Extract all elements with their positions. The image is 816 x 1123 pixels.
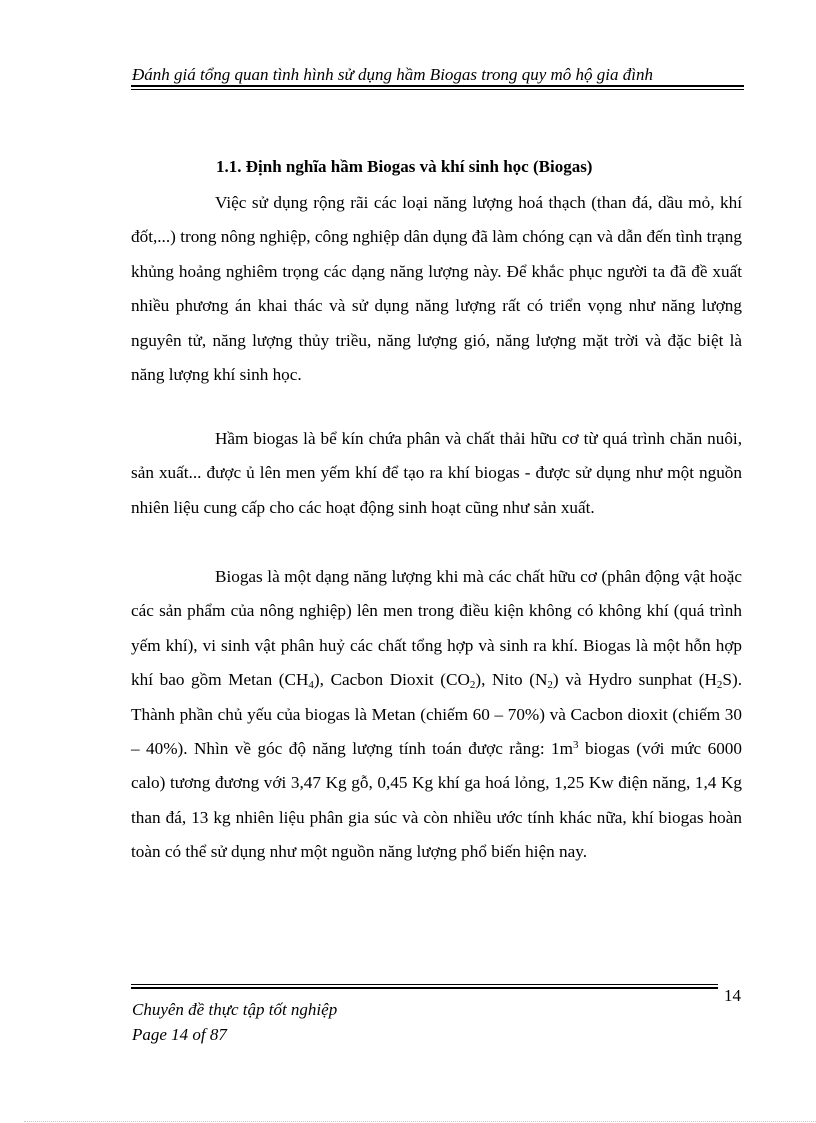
footer-rule-thick xyxy=(131,987,718,989)
text-run: ), Cacbon Dioxit (CO xyxy=(313,670,470,690)
header-rule-thin xyxy=(131,89,744,90)
text-run: biogas (với mức 6000 calo) tương đương với 3,47 Kg gỗ, 0,45 Kg khí ga hoá lỏng, 1,25 Kw điện năng, 1,4 Kg than đá, 13 kg nhiên liệu phân gia súc và còn nhiều ước tính khác nữa, khí biogas hoàn toàn có thể sử dụng như một nguồn năng lượng phổ biến hiện nay. xyxy=(131,739,742,862)
subscript: 2 xyxy=(469,679,476,692)
subscript: 2 xyxy=(547,679,553,692)
subscript: 2 xyxy=(716,679,723,692)
subscript: 4 xyxy=(308,679,314,692)
page-bottom-border xyxy=(24,1121,816,1122)
paragraph-fossil-energy: Việc sử dụng rộng rãi các loại năng lượng hoá thạch (than đá, dầu mỏ, khí đốt,...) trong nông nghiệp, công nghiệp dân dụng đã làm chóng cạn và dẫn đến tình trạng khủng hoảng nghiêm trọng các dạng năng lượng này. Để khắc phục người ta đã đề xuất nhiều phương án khai thác và sử dụng năng lượng rất có triển vọng như năng lượng nguyên tử, năng lượng thủy triều, năng lượng gió, năng lượng mặt trời và đặc biệt là năng lượng khí sinh học. xyxy=(131,193,742,385)
text-run: S). Thành phần chủ yếu của biogas là Metan (chiếm 60 – 70%) và Cacbon dioxit (chiếm 30 – 40%). Nhìn về góc độ năng lượng tính toán được rằng: 1m xyxy=(131,670,742,759)
footer xyxy=(132,997,532,1047)
paragraph-biogas-tank: Hầm biogas là bể kín chứa phân và chất thải hữu cơ từ quá trình chăn nuôi, sản xuất... được ủ lên men yếm khí để tạo ra khí biogas - được sử dụng như một nguồn nhiên liệu cung cấp cho các hoạt động sinh hoạt cũng như sản xuất. xyxy=(131,429,742,517)
footer-page-count: Page 14 of 87 xyxy=(132,1025,227,1044)
footer-document-type: Chuyên đề thực tập tốt nghiệp xyxy=(132,1000,338,1019)
section-heading: 1.1. Định nghĩa hầm Biogas và khí sinh học (Biogas) xyxy=(216,157,593,176)
header-rule-thick xyxy=(131,85,744,87)
paragraph-biogas-definition xyxy=(131,560,742,870)
text-run: Biogas là một dạng năng lượng khi mà các chất hữu cơ (phân động vật hoặc các sản phẩm của nông nghiệp) lên men trong điều kiện không có không khí (quá trình yếm khí), vi sinh vật phân huỷ các chất tổng hợp và sinh ra khí. Biogas là một hỗn hợp khí bao gồm Metan (CH xyxy=(131,567,742,690)
superscript: 3 xyxy=(573,739,579,752)
running-header: Đánh giá tổng quan tình hình sử dụng hầm Biogas trong quy mô hộ gia đình xyxy=(132,65,654,84)
text-run: ), Nito (N xyxy=(475,670,548,690)
text-run: ) và Hydro sunphat (H xyxy=(552,670,717,690)
page-number: 14 xyxy=(724,986,741,1005)
footer-rule-thin xyxy=(131,984,718,985)
